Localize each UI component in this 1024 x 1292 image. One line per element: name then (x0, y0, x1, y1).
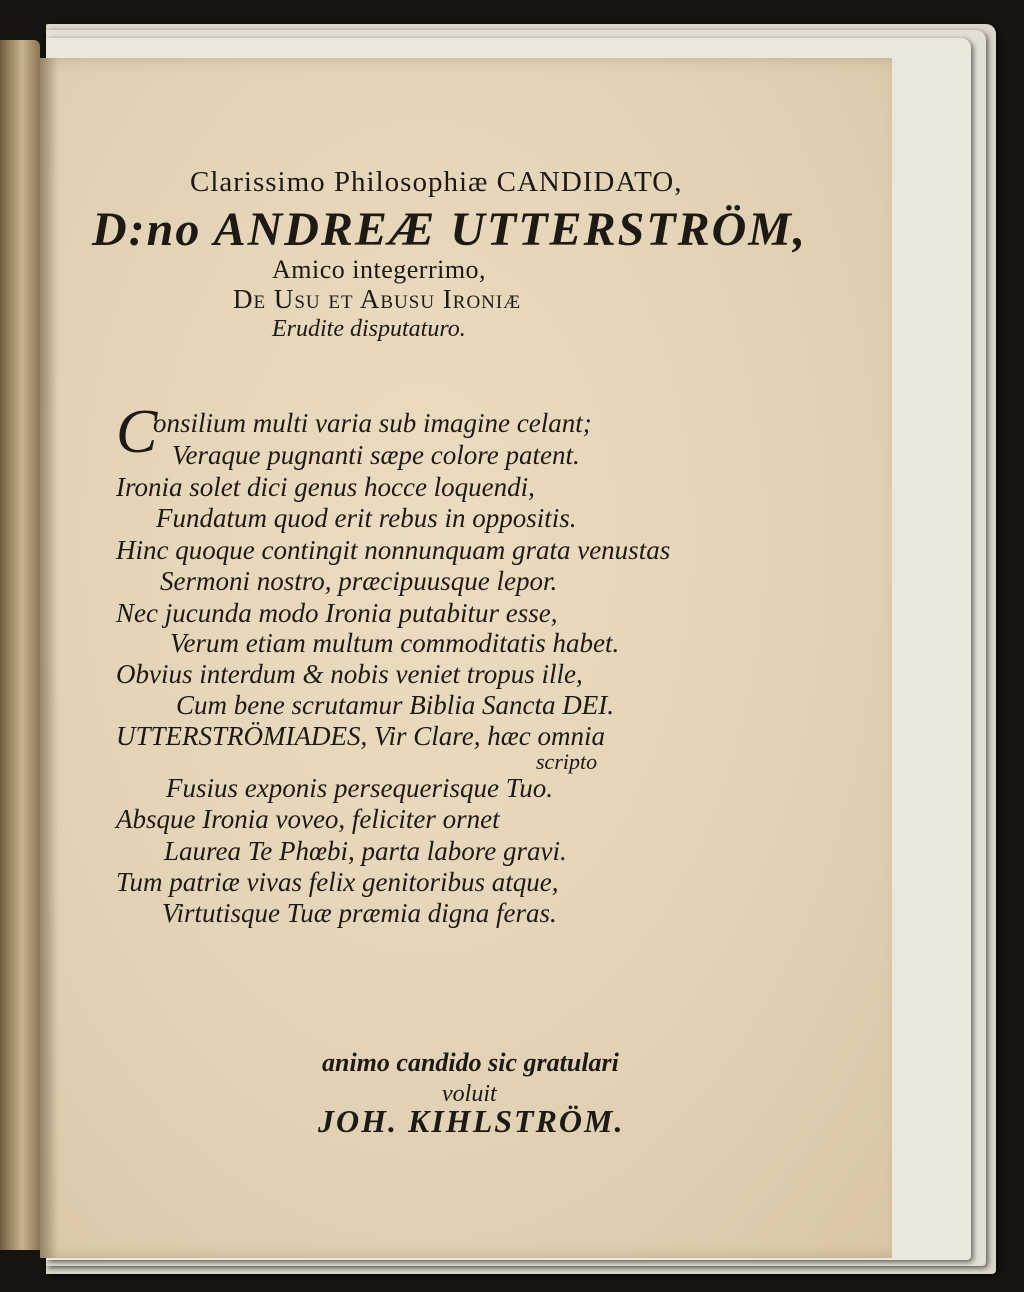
dedication-line-2: D:no ANDREÆ UTTERSTRÖM, (92, 203, 807, 256)
poem-line-6: Sermoni nostro, præcipuusque lepor. (160, 566, 558, 596)
poem-line-8: Verum etiam multum commoditatis habet. (170, 628, 620, 658)
poem-line-10: Cum bene scrutamur Biblia Sancta DEI. (176, 690, 614, 720)
poem-line-3: Ironia solet dici genus hocce loquendi, (116, 472, 535, 502)
poem-line-11: UTTERSTRÖMIADES, Vir Clare, hæc omnia (116, 721, 605, 751)
poem-line-14: Laurea Te Phœbi, parta labore gravi. (164, 836, 567, 866)
book-page (40, 58, 892, 1258)
left-page-edge (0, 40, 40, 1250)
signature-line-1: animo candido sic gratulari (322, 1048, 619, 1077)
poem-line-16: Virtutisque Tuæ præmia digna feras. (162, 898, 557, 928)
signature-line-2: voluit (442, 1081, 497, 1107)
poem-line-12: Fusius exponis persequerisque Tuo. (166, 773, 553, 803)
dedication-line-3: Amico integerrimo, (272, 255, 487, 284)
poem-line-1: onsilium multi varia sub imagine celant; (153, 408, 592, 438)
dedication-line-4: De Usu et Abusu Ironiæ (233, 284, 522, 314)
dedication-line-5: Erudite disputaturo. (272, 316, 466, 342)
poem-line-7: Nec jucunda modo Ironia putabitur esse, (116, 598, 558, 628)
poem-line-2: Veraque pugnanti sæpe colore patent. (172, 440, 580, 470)
poem-line-15: Tum patriæ vivas felix genitoribus atque, (116, 867, 559, 897)
poem-line-4: Fundatum quod erit rebus in oppositis. (156, 503, 577, 533)
signature-name: JOH. KIHLSTRÖM. (318, 1103, 625, 1139)
dedication-line-1: Clarissimo Philosophiæ CANDIDATO, (190, 166, 683, 198)
page-fold-shadow (40, 58, 58, 1258)
poem-line-9: Obvius interdum & nobis veniet tropus ille, (116, 659, 583, 689)
poem-initial: C (116, 398, 158, 466)
poem-line-11-continuation: scripto (536, 749, 598, 774)
poem-line-5: Hinc quoque contingit nonnunquam grata venustas (116, 535, 671, 565)
poem-line-13: Absque Ironia voveo, feliciter ornet (116, 804, 500, 834)
